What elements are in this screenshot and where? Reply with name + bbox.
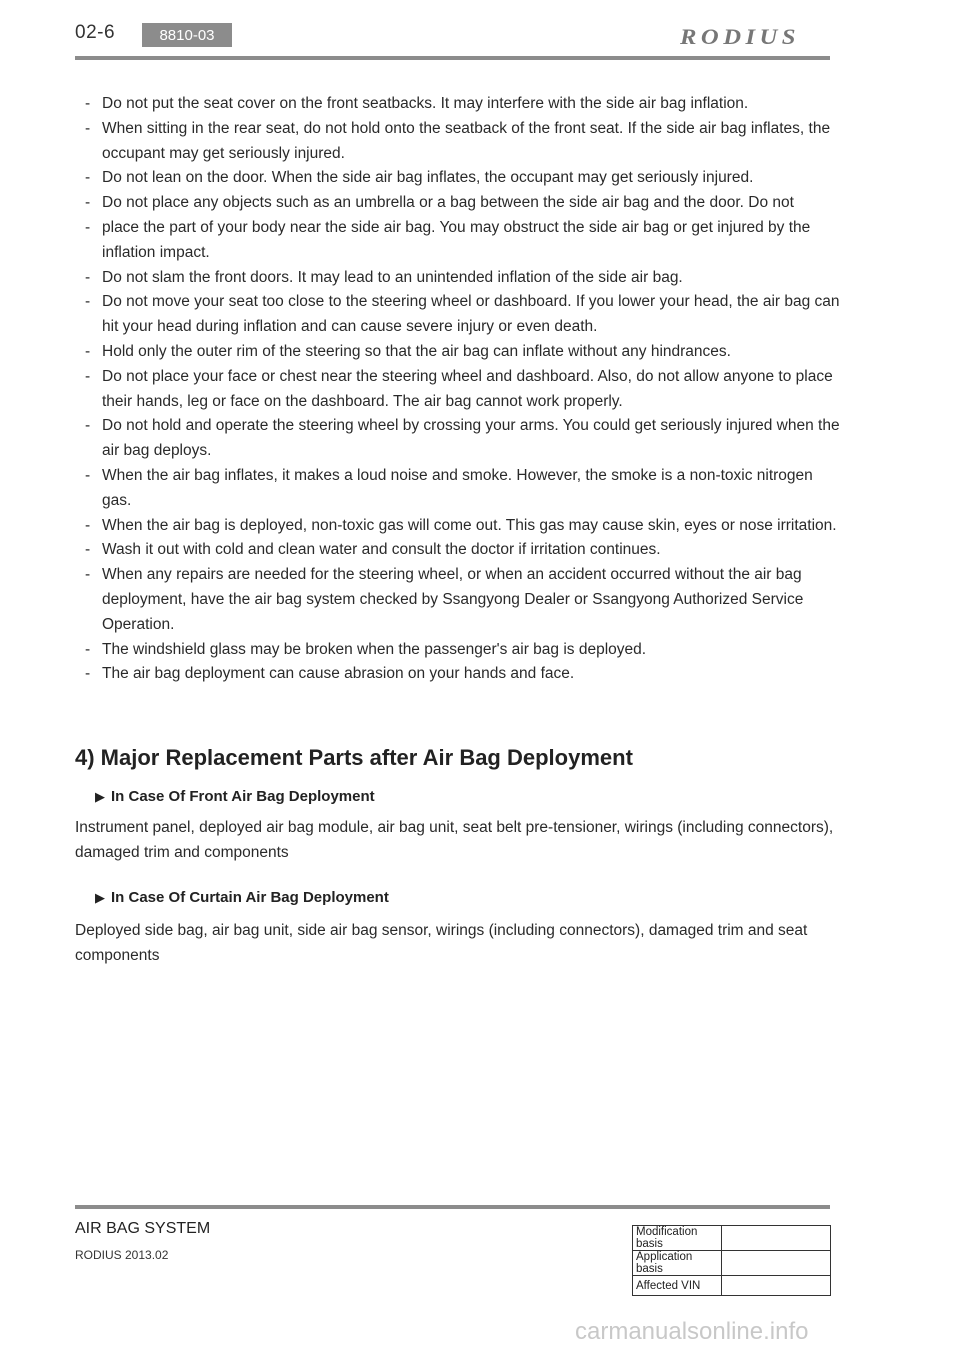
list-item: - When the air bag is deployed, non-toxic gas will come out. This gas may cause skin, eyes or nose irritation. [85,514,845,539]
dash-bullet-icon: - [85,218,91,236]
dash-bullet-icon: - [85,119,91,137]
dash-bullet-icon: - [85,417,91,435]
list-item: - When sitting in the rear seat, do not hold onto the seatback of the front seat. If the side air bag inflates, the occupant may get seriously injured. [85,117,845,167]
list-item: - When the air bag inflates, it makes a loud noise and smoke. However, the smoke is a non-toxic nitrogen gas. [85,464,845,514]
application-basis-label: Application basis [633,1251,722,1276]
section-code-badge: 8810-03 [142,23,232,47]
watermark: carmanualsonline.info [575,1318,809,1345]
list-item: - Hold only the outer rim of the steering so that the air bag can inflate without any hindrances. [85,340,845,365]
dash-bullet-icon: - [85,367,91,385]
table-row [633,1251,831,1276]
warning-list [85,92,845,687]
page-number: 02-6 [75,22,116,43]
list-item: - Do not place your face or chest near the steering wheel and dashboard. Also, do not allow anyone to place their hands, leg or face on the dashboard. The air bag cannot work properly. [85,365,845,415]
affected-vin-value [722,1276,831,1296]
dash-bullet-icon: - [85,516,91,534]
table-row [633,1226,831,1251]
list-item: - The windshield glass may be broken when the passenger's air bag is deployed. [85,638,845,663]
dash-bullet-icon: - [85,566,91,584]
footer-title: AIR BAG SYSTEM [75,1220,211,1237]
list-item: - Do not lean on the door. When the side air bag inflates, the occupant may get seriously injured. [85,166,845,191]
triangle-right-icon: ▶ [95,788,105,804]
dash-bullet-icon: - [85,169,91,187]
dash-bullet-icon: - [85,194,91,212]
list-item: - Do not move your seat too close to the steering wheel or dashboard. If you lower your head, the air bag can hit your head during inflation and can cause severe injury or even death. [85,290,845,340]
list-item: - The air bag deployment can cause abrasion on your hands and face. [85,662,845,687]
list-item: - Do not put the seat cover on the front seatbacks. It may interfere with the side air bag inflation. [85,92,845,117]
section-title: 4) Major Replacement Parts after Air Bag Deployment [75,745,633,770]
dash-bullet-icon: - [85,95,91,112]
curtain-deployment-heading: ▶ In Case Of Curtain Air Bag Deployment [95,889,389,906]
triangle-right-icon: ▶ [95,889,105,905]
dash-bullet-icon: - [85,541,91,559]
list-item: - Do not hold and operate the steering wheel by crossing your arms. You could get seriously injured when the air bag deploys. [85,414,845,464]
dash-bullet-icon: - [85,640,91,658]
front-deployment-heading: ▶ In Case Of Front Air Bag Deployment [95,788,375,805]
dash-bullet-icon: - [85,342,91,360]
rodius-logo: RODIUS [680,24,800,49]
application-basis-value [722,1251,831,1276]
list-item: - Do not place any objects such as an umbrella or a bag between the side air bag and the door. Do not [85,191,845,216]
front-deployment-text: Instrument panel, deployed air bag module, air bag unit, seat belt pre-tensioner, wirings (including connectors), damaged trim and components [75,819,834,861]
header-divider [75,56,830,60]
dash-bullet-icon: - [85,268,91,286]
list-item: - Do not slam the front doors. It may lead to an unintended inflation of the side air bag. [85,266,845,291]
list-item: - place the part of your body near the side air bag. You may obstruct the side air bag or get injured by the inflation impact. [85,216,845,266]
dash-bullet-icon: - [85,466,91,484]
affected-vin-label: Affected VIN [633,1276,722,1296]
list-item: - Wash it out with cold and clean water and consult the doctor if irritation continues. [85,538,845,563]
modification-table [632,1225,831,1296]
footer-subtitle: RODIUS 2013.02 [75,1248,169,1262]
list-item: - When any repairs are needed for the steering wheel, or when an accident occurred without the air bag deployment, have the air bag system checked by Ssangyong Dealer or Ssangyong Authorized Service Operation. [85,563,845,637]
dash-bullet-icon: - [85,293,91,311]
modification-basis-label: Modification basis [633,1226,722,1251]
table-row [633,1276,831,1296]
modification-basis-value [722,1226,831,1251]
footer-divider [75,1205,830,1209]
dash-bullet-icon: - [85,665,91,683]
curtain-deployment-text: Deployed side bag, air bag unit, side air bag sensor, wirings (including connectors), damaged trim and seat components [75,922,808,964]
